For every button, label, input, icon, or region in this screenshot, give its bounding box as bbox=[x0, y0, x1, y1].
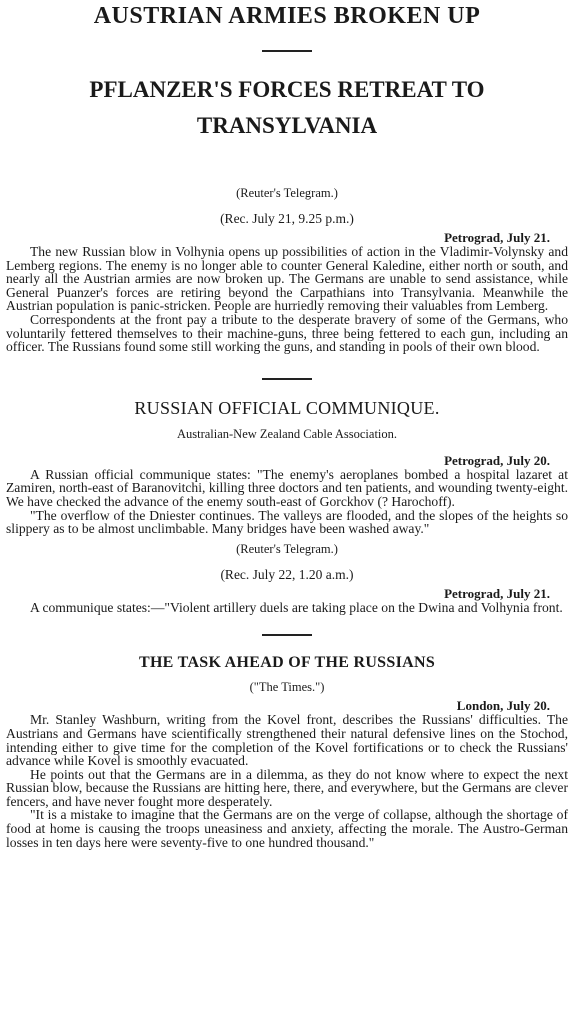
divider bbox=[262, 634, 312, 636]
paragraph: A communique states:—"Violent artillery duels are taking place on the Dwina and Volhynia front. bbox=[30, 599, 563, 615]
paragraph: He points out that the Germans are in a dilemma, as they do not know where to expect the next Russian blow, because the Russians are hitting here, there, and everywhere, but the Germans are clever fencers, and have never fought more desperately. bbox=[6, 766, 568, 809]
source-line: (Reuter's Telegram.) bbox=[236, 186, 338, 200]
received-line: (Rec. July 22, 1.20 a.m.) bbox=[220, 566, 354, 582]
paragraph: "The overflow of the Dniester continues. The valleys are flooded, and the slopes of the heights so slippery as to be almost unclimbable. Many bridges have been washed away." bbox=[6, 507, 568, 537]
source-line: Australian-New Zealand Cable Association. bbox=[176, 426, 398, 441]
article-task-ahead bbox=[6, 654, 568, 849]
paragraph: "It is a mistake to imagine that the Germans are on the verge of collapse, although the shortage of food at home is causing the troops uneasiness and anxiety, affecting the morale. The Austro-German losses in ten days here were seventy-five to one hundred thousand." bbox=[6, 807, 568, 850]
paragraph: Correspondents at the front pay a tribute to the desperate bravery of some of the Germans, who voluntarily fettered themselves to their machine-guns, three being fettered to each gun, including an officer. The Russians found some still working the guns, and standing in pools of their own blood. bbox=[6, 311, 568, 355]
subheadline-line-2: TRANSYLVANIA bbox=[196, 113, 378, 138]
dateline: Petrograd, July 21. bbox=[444, 230, 550, 245]
paragraph: A Russian official communique states: "The enemy's aeroplanes bombed a hospital lazaret at Zamiren, north-east of Baranovitchi, killing three doctors and ten patients, and wounding twenty-eight. We have checked the advance of the enemy south-east of Gorckhov (? Harochoff). bbox=[6, 466, 568, 509]
paragraph: The new Russian blow in Volhynia opens up possibilities of action in the Vladimir-Volynsky and Lemberg regions. The enemy is no longer able to counter General Kaledine, either north or south, and nearly all the Austrian armies are now broken up. The Germans are unable to send assistance, while General Puanzer's forces are retiring beyond the Carpathians into Transylvania. Meanwhile the Austrian population is panic-stricken. People are hurriedly removing their valuables from Lemberg. bbox=[6, 244, 568, 314]
subheadline-line-1: PFLANZER'S FORCES RETREAT TO bbox=[89, 77, 485, 102]
headline: RUSSIAN OFFICIAL COMMUNIQUE. bbox=[134, 397, 440, 418]
paragraph: Mr. Stanley Washburn, writing from the Kovel front, describes the Russians' difficulties. The Austrians and Germans have scientifically strengthened their natural defensive lines on the Stochod, intending either to give time for the completion of the Kovel fortifications or to check the Russians' advance while Kovel is smoothly evacuated. bbox=[6, 712, 568, 769]
article-austrian-armies bbox=[6, 0, 568, 354]
article-russian-communique bbox=[6, 398, 568, 615]
dateline: London, July 20. bbox=[456, 698, 550, 714]
divider bbox=[262, 50, 312, 52]
received-line: (Rec. July 21, 9.25 p.m.) bbox=[220, 211, 354, 226]
divider bbox=[262, 378, 312, 380]
headline: AUSTRIAN ARMIES BROKEN UP bbox=[93, 3, 481, 29]
dateline: Petrograd, July 20. bbox=[444, 452, 550, 468]
source-line: ("The Times.") bbox=[249, 680, 325, 695]
headline: THE TASK AHEAD OF THE RUSSIANS bbox=[138, 654, 436, 672]
source-line: (Reuter's Telegram.) bbox=[236, 541, 338, 556]
dateline: Petrograd, July 21. bbox=[444, 585, 550, 601]
